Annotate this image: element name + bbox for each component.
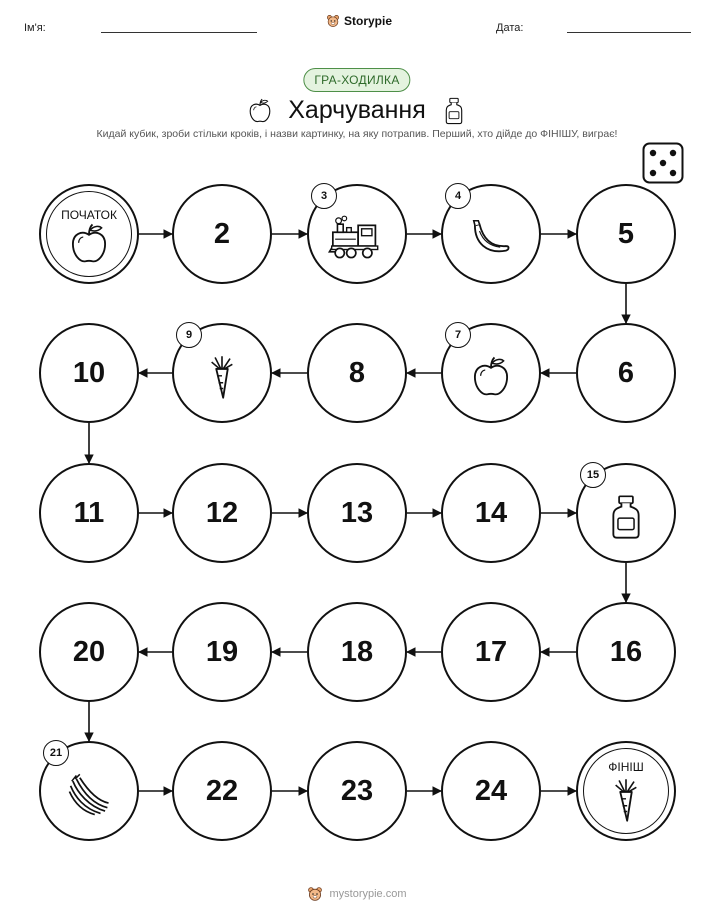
cell-number-badge: 3 bbox=[311, 183, 337, 209]
storypie-bear-icon bbox=[307, 886, 323, 902]
jar-icon bbox=[603, 494, 649, 540]
board-cell-13 bbox=[307, 463, 407, 563]
board-cell-2 bbox=[172, 184, 272, 284]
carrot-icon bbox=[603, 777, 649, 823]
cell-number: 17 bbox=[474, 635, 508, 668]
footer bbox=[0, 886, 714, 902]
cell-number-badge: 7 bbox=[445, 322, 471, 348]
board-cell-23 bbox=[307, 741, 407, 841]
cell-number-badge: 4 bbox=[445, 183, 471, 209]
cell-number: 6 bbox=[617, 356, 635, 389]
board-cell-24 bbox=[441, 741, 541, 841]
cell-number: 14 bbox=[474, 496, 508, 529]
board-cell-21 bbox=[39, 741, 139, 841]
board-cell-7 bbox=[441, 323, 541, 423]
cell-number: 24 bbox=[474, 774, 508, 807]
cell-number-badge: 9 bbox=[176, 322, 202, 348]
cell-number: 16 bbox=[609, 635, 643, 668]
board-cell-15 bbox=[576, 463, 676, 563]
apple-icon bbox=[66, 221, 112, 267]
board-cell-1 bbox=[39, 184, 139, 284]
cell-number: 18 bbox=[340, 635, 374, 668]
board-cell-18 bbox=[307, 602, 407, 702]
cell-number: 11 bbox=[73, 496, 105, 529]
board-cell-6 bbox=[576, 323, 676, 423]
board-cell-20 bbox=[39, 602, 139, 702]
start-label: ПОЧАТОК bbox=[61, 208, 117, 222]
cell-number: 22 bbox=[205, 774, 239, 807]
brand-name: Storypie bbox=[344, 14, 393, 28]
cell-number: 10 bbox=[72, 356, 106, 389]
cell-number: 12 bbox=[205, 496, 239, 529]
cell-number-badge: 21 bbox=[43, 740, 69, 766]
instructions: Кидай кубик, зроби стільки кроків, і назви картинку, на яку потрапив. Перший, хто дійде до ФІНІШУ, виграє! bbox=[96, 128, 618, 140]
name-label: Ім'я: bbox=[24, 22, 46, 34]
board-cell-3 bbox=[307, 184, 407, 284]
cell-number: 8 bbox=[348, 356, 366, 389]
board-cell-22 bbox=[172, 741, 272, 841]
board-cell-16 bbox=[576, 602, 676, 702]
board-cell-14 bbox=[441, 463, 541, 563]
green-beans-icon bbox=[66, 772, 112, 818]
cell-number: 5 bbox=[617, 217, 635, 250]
board-cell-12 bbox=[172, 463, 272, 563]
board-cell-5 bbox=[576, 184, 676, 284]
board-cell-17 bbox=[441, 602, 541, 702]
train-icon bbox=[327, 215, 387, 261]
board-cell-8 bbox=[307, 323, 407, 423]
board-cell-25 bbox=[576, 741, 676, 841]
banana-icon bbox=[468, 215, 514, 261]
date-label: Дата: bbox=[496, 22, 524, 34]
carrot-icon bbox=[199, 354, 245, 400]
board-cell-4 bbox=[441, 184, 541, 284]
cell-number: 2 bbox=[213, 217, 231, 250]
finish-label: ФІНІШ bbox=[608, 760, 644, 774]
cell-number: 23 bbox=[340, 774, 374, 807]
board-cell-10 bbox=[39, 323, 139, 423]
board-cell-19 bbox=[172, 602, 272, 702]
cell-number: 19 bbox=[205, 635, 239, 668]
board-cell-11 bbox=[39, 463, 139, 563]
cell-number: 13 bbox=[340, 496, 374, 529]
board-cell-9 bbox=[172, 323, 272, 423]
footer-site: mystorypie.com bbox=[329, 888, 407, 900]
cell-number-badge: 15 bbox=[580, 462, 606, 488]
cell-number: 20 bbox=[72, 635, 106, 668]
apple-icon bbox=[468, 354, 514, 400]
game-type-badge: ГРА-ХОДИЛКА bbox=[303, 68, 410, 92]
page-title: Харчування bbox=[288, 96, 426, 124]
